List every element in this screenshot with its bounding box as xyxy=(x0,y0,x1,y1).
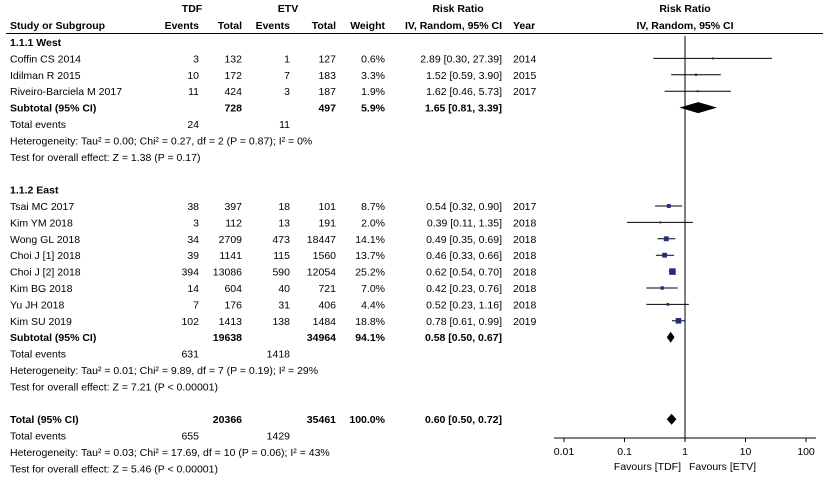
header-risk-ratio-plot: Risk Ratio xyxy=(659,3,711,15)
study-total-etv: 187 xyxy=(318,86,336,99)
study-events-tdf: 39 xyxy=(187,250,199,263)
x-tick-label: 1 xyxy=(682,446,688,458)
total-events-label: Total events xyxy=(10,430,67,443)
study-year: 2019 xyxy=(513,315,537,328)
subtotal-total-etv: 497 xyxy=(318,102,336,115)
study-point xyxy=(712,57,714,59)
study-year: 2018 xyxy=(513,266,537,279)
study-events-etv: 7 xyxy=(284,69,290,82)
total-ci: 0.60 [0.50, 0.72] xyxy=(424,414,502,427)
study-events-tdf: 3 xyxy=(193,217,199,230)
study-name: Tsai MC 2017 xyxy=(10,201,75,213)
header-ci: IV, Random, 95% CI xyxy=(404,20,502,32)
study-events-etv: 138 xyxy=(272,315,290,328)
study-events-etv: 31 xyxy=(278,299,290,312)
study-total-etv: 183 xyxy=(318,69,336,82)
heterogeneity-text: Heterogeneity: Tau² = 0.03; Chi² = 17.69, df = 10 (P = 0.06); I² = 43% xyxy=(10,447,330,459)
study-events-tdf: 14 xyxy=(187,283,199,295)
study-events-tdf: 38 xyxy=(187,201,199,213)
header-events-etv: Events xyxy=(255,20,290,32)
study-weight: 0.6% xyxy=(361,53,385,66)
study-events-tdf: 34 xyxy=(187,233,199,246)
study-weight: 25.2% xyxy=(355,266,385,279)
header-events-tdf: Events xyxy=(164,20,199,32)
heterogeneity-text: Heterogeneity: Tau² = 0.01; Chi² = 9.89, df = 7 (P = 0.19); I² = 29% xyxy=(10,365,319,377)
subtotal-ci: 1.65 [0.81, 3.39] xyxy=(424,102,502,115)
favours-left-label: Favours [TDF] xyxy=(613,461,681,473)
study-events-tdf: 7 xyxy=(193,299,199,312)
x-tick-label: 10 xyxy=(739,446,752,458)
study-total-tdf: 13086 xyxy=(212,266,242,279)
subgroup-title: 1.1.2 East xyxy=(10,184,59,197)
study-ci: 0.62 [0.54, 0.70] xyxy=(426,266,502,279)
study-events-tdf: 3 xyxy=(193,53,199,66)
study-ci: 0.49 [0.35, 0.69] xyxy=(426,233,502,246)
subtotal-label: Subtotal (95% CI) xyxy=(10,102,97,115)
study-events-tdf: 10 xyxy=(187,69,199,82)
study-point xyxy=(659,221,661,223)
header-etv: ETV xyxy=(277,3,299,15)
study-total-tdf: 1413 xyxy=(218,315,242,328)
study-events-etv: 40 xyxy=(278,283,290,295)
study-year: 2014 xyxy=(513,53,537,66)
study-total-tdf: 1141 xyxy=(219,250,242,263)
study-total-tdf: 132 xyxy=(224,53,242,66)
subtotal-weight: 5.9% xyxy=(361,102,385,115)
header-tdf: TDF xyxy=(181,3,203,15)
total-weight: 100.0% xyxy=(349,414,385,427)
study-total-tdf: 176 xyxy=(224,299,242,312)
total-events-label: Total events xyxy=(10,348,67,361)
study-point xyxy=(666,303,669,306)
subgroup-title: 1.1.1 West xyxy=(10,37,62,49)
study-events-etv: 590 xyxy=(272,266,290,279)
total-total-tdf: 20366 xyxy=(212,414,242,427)
study-point xyxy=(667,204,671,208)
study-year: 2018 xyxy=(513,250,537,263)
header-total-etv: Total xyxy=(311,20,336,32)
study-name: Yu JH 2018 xyxy=(10,299,65,312)
study-total-tdf: 604 xyxy=(224,283,242,295)
study-ci: 0.39 [0.11, 1.35] xyxy=(426,217,502,230)
study-point xyxy=(695,74,697,76)
subtotal-total-etv: 34964 xyxy=(306,332,336,345)
header-study: Study or Subgroup xyxy=(10,20,106,32)
study-point xyxy=(662,253,667,258)
study-total-tdf: 172 xyxy=(224,69,242,82)
study-events-etv: 18 xyxy=(278,201,290,213)
x-tick-label: 0.1 xyxy=(617,446,632,458)
study-events-tdf: 102 xyxy=(181,315,199,328)
study-events-etv: 13 xyxy=(278,217,290,230)
study-ci: 0.78 [0.61, 0.99] xyxy=(426,315,502,328)
study-events-etv: 115 xyxy=(273,250,290,263)
overall-effect-text: Test for overall effect: Z = 5.46 (P < 0.00001) xyxy=(10,463,218,476)
study-weight: 18.8% xyxy=(355,315,385,328)
study-total-etv: 18447 xyxy=(306,233,336,246)
study-weight: 14.1% xyxy=(355,233,385,246)
total-events-tdf: 655 xyxy=(181,430,199,443)
header-risk-ratio: Risk Ratio xyxy=(432,3,484,15)
study-total-etv: 1484 xyxy=(312,315,336,328)
total-label: Total (95% CI) xyxy=(10,414,79,427)
study-events-etv: 3 xyxy=(284,86,290,99)
study-total-tdf: 2709 xyxy=(218,233,242,246)
study-weight: 8.7% xyxy=(361,201,385,213)
study-year: 2018 xyxy=(513,299,537,312)
study-name: Kim YM 2018 xyxy=(10,217,73,230)
study-ci: 0.54 [0.32, 0.90] xyxy=(426,201,502,213)
study-total-etv: 406 xyxy=(318,299,336,312)
study-year: 2018 xyxy=(513,217,537,230)
subtotal-weight: 94.1% xyxy=(355,332,385,345)
subtotal-label: Subtotal (95% CI) xyxy=(10,332,97,345)
study-name: Riveiro-Barciela M 2017 xyxy=(10,86,123,99)
study-ci: 0.42 [0.23, 0.76] xyxy=(426,283,502,295)
study-total-etv: 12054 xyxy=(306,266,336,279)
study-ci: 2.89 [0.30, 27.39] xyxy=(420,53,502,66)
study-weight: 3.3% xyxy=(361,69,385,82)
study-year: 2017 xyxy=(513,201,537,213)
study-total-tdf: 424 xyxy=(224,86,242,99)
study-year: 2015 xyxy=(513,69,537,82)
study-total-tdf: 112 xyxy=(225,217,242,230)
study-point xyxy=(669,268,676,275)
total-events-tdf: 631 xyxy=(181,348,199,361)
study-point xyxy=(664,236,669,241)
study-point xyxy=(676,318,682,324)
study-name: Choi J [1] 2018 xyxy=(10,250,81,263)
study-events-etv: 1 xyxy=(284,53,290,66)
total-total-etv: 35461 xyxy=(306,414,336,427)
subtotal-total-tdf: 728 xyxy=(224,102,242,115)
header-year: Year xyxy=(513,20,536,32)
study-ci: 1.62 [0.46, 5.73] xyxy=(426,86,502,99)
study-ci: 0.46 [0.33, 0.66] xyxy=(426,250,502,263)
study-total-etv: 721 xyxy=(318,283,336,295)
study-total-etv: 101 xyxy=(318,201,336,213)
study-weight: 1.9% xyxy=(361,86,385,99)
study-name: Coffin CS 2014 xyxy=(10,53,82,66)
study-year: 2017 xyxy=(513,86,537,99)
header-total-tdf: Total xyxy=(217,20,242,32)
study-ci: 1.52 [0.59, 3.90] xyxy=(426,69,502,82)
study-total-tdf: 397 xyxy=(224,201,242,213)
study-name: Kim SU 2019 xyxy=(10,315,72,328)
subtotal-ci: 0.58 [0.50, 0.67] xyxy=(424,332,502,345)
study-events-tdf: 11 xyxy=(188,86,199,99)
study-year: 2018 xyxy=(513,233,537,246)
study-point xyxy=(660,286,663,289)
x-tick-label: 0.01 xyxy=(553,446,575,458)
study-year: 2018 xyxy=(513,283,537,295)
study-name: Kim BG 2018 xyxy=(10,283,73,295)
subtotal-diamond xyxy=(667,332,675,343)
subtotal-total-tdf: 19638 xyxy=(212,332,242,345)
study-total-etv: 191 xyxy=(318,217,336,230)
study-weight: 2.0% xyxy=(361,217,385,230)
total-events-etv: 1429 xyxy=(266,430,290,443)
x-tick-label: 100 xyxy=(797,446,815,458)
total-events-label: Total events xyxy=(10,119,67,131)
study-total-etv: 127 xyxy=(318,53,336,66)
total-events-etv: 1418 xyxy=(266,348,290,361)
study-ci: 0.52 [0.23, 1.16] xyxy=(426,299,502,312)
total-events-tdf: 24 xyxy=(187,119,199,131)
overall-effect-text: Test for overall effect: Z = 7.21 (P < 0.00001) xyxy=(10,381,218,394)
overall-effect-text: Test for overall effect: Z = 1.38 (P = 0.17) xyxy=(10,151,201,164)
study-name: Choi J [2] 2018 xyxy=(10,266,81,279)
header-weight: Weight xyxy=(350,20,385,32)
favours-right-label: Favours [ETV] xyxy=(689,461,757,473)
study-name: Wong GL 2018 xyxy=(10,233,81,246)
study-events-etv: 473 xyxy=(272,233,290,246)
study-point xyxy=(697,90,699,92)
total-diamond xyxy=(667,414,677,425)
total-events-etv: 11 xyxy=(279,119,290,131)
study-events-tdf: 394 xyxy=(181,266,199,279)
heterogeneity-text: Heterogeneity: Tau² = 0.00; Chi² = 0.27, df = 2 (P = 0.87); I² = 0% xyxy=(10,135,313,148)
study-total-etv: 1560 xyxy=(312,250,336,263)
study-weight: 13.7% xyxy=(355,250,385,263)
header-ci-plot: IV, Random, 95% CI xyxy=(636,20,734,32)
study-name: Idilman R 2015 xyxy=(10,69,81,82)
study-weight: 4.4% xyxy=(361,299,385,312)
study-weight: 7.0% xyxy=(361,283,385,295)
